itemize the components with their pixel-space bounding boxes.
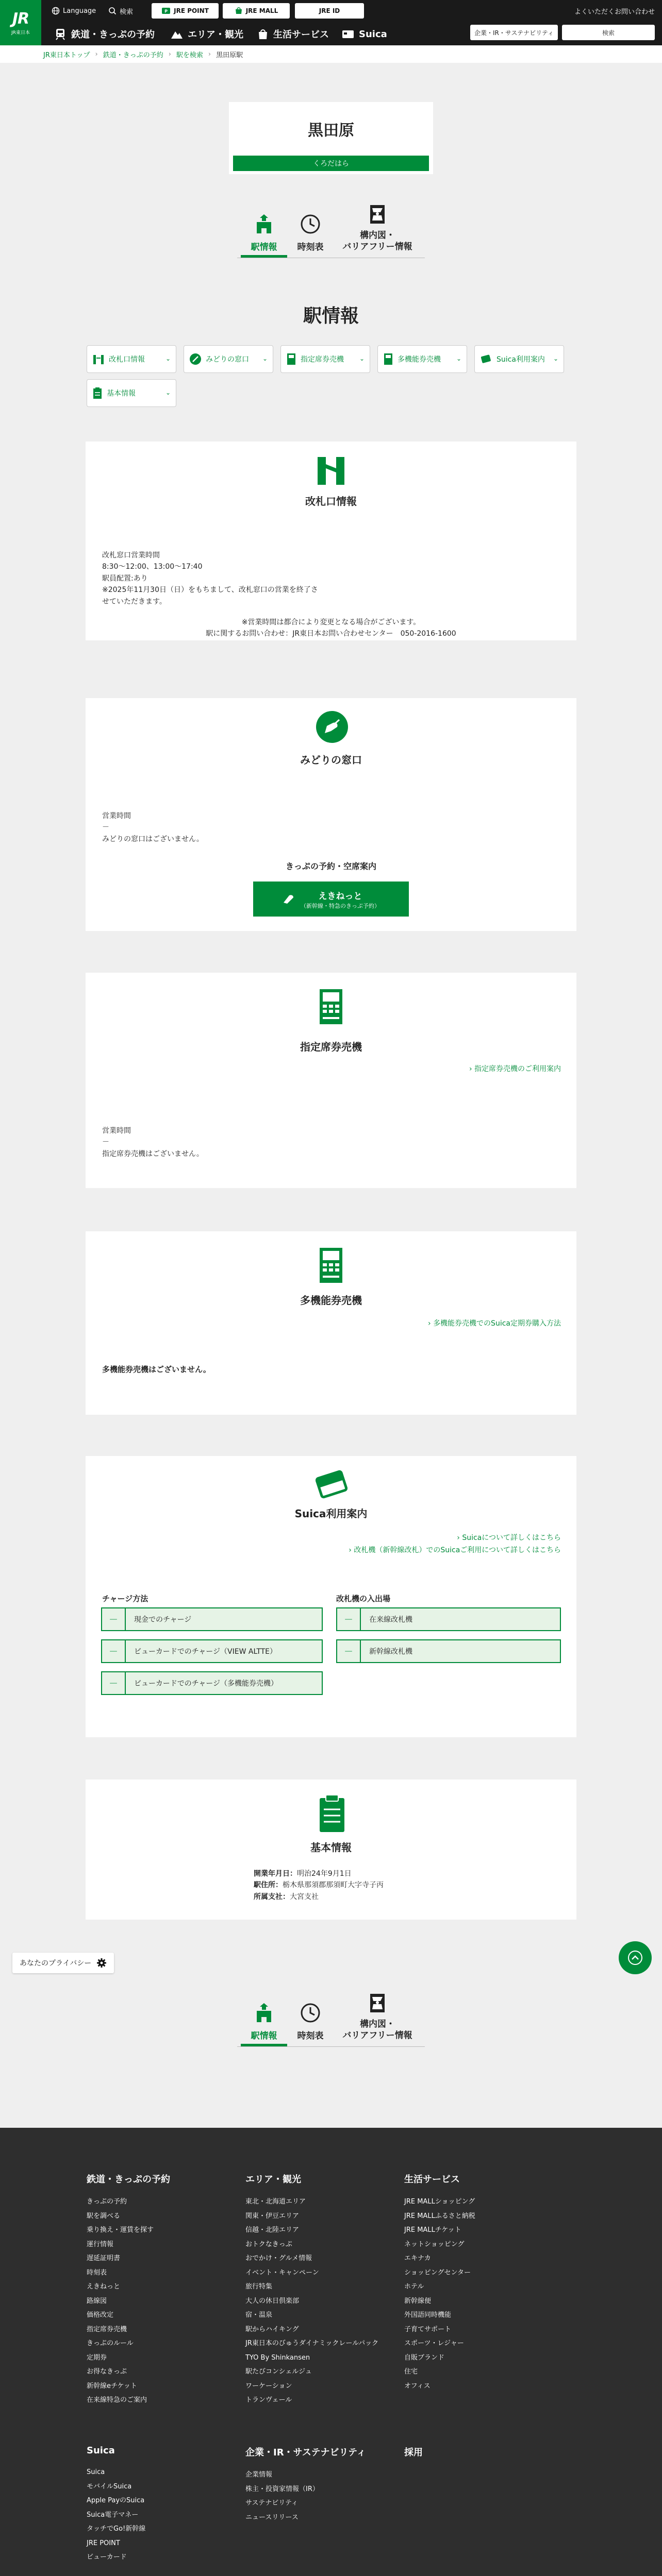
gate-line: 8:30～12:00、13:00～17:40: [102, 563, 203, 571]
tab-map-label: 構内図・ バリアフリー情報: [342, 2019, 412, 2041]
gate-icon: [316, 454, 346, 487]
gate-conventional: [336, 1607, 561, 1631]
gate-notes: [86, 617, 576, 640]
multi-machine-title: 多機能券売機: [300, 1294, 362, 1307]
footer-link[interactable]: 新幹線便: [404, 2297, 432, 2305]
nav-area[interactable]: [170, 23, 243, 45]
footer-col-recruit: [404, 2445, 559, 2468]
footer-link-list: [87, 2465, 236, 2565]
tab-station-info-label: 駅情報: [251, 2031, 277, 2041]
basic-info-title: 基本情報: [310, 1841, 352, 1854]
footer-col-title: Suica: [87, 2445, 115, 2456]
breadcrumb-separator: ›: [95, 50, 98, 58]
language-label: Language: [63, 7, 96, 15]
footer-link[interactable]: タッチでGo!新幹線: [87, 2525, 146, 2533]
chevron-down-icon: ⌄: [165, 389, 171, 396]
jre-id-label: JRE ID: [319, 7, 340, 14]
breadcrumb: [0, 45, 662, 63]
footer-link[interactable]: 駅を調べる: [87, 2212, 121, 2220]
footer-link[interactable]: 子育てサポート: [404, 2325, 452, 2333]
footer-link-list: [245, 2195, 400, 2408]
footer-link[interactable]: オフィス: [404, 2382, 431, 2390]
quicklink-gate[interactable]: [87, 345, 176, 373]
basic-info-key: 駅住所：: [254, 1881, 283, 1890]
gate-line: ※2025年11月30日（日）をもちまして、改札窓口の営業を終了さ: [102, 586, 318, 595]
jre-point-label: JRE POINT: [174, 7, 209, 14]
breadcrumb-home[interactable]: JR東日本トップ: [43, 51, 90, 59]
footer-link[interactable]: 住宅: [404, 2368, 418, 2376]
footer-link[interactable]: エキナカ: [404, 2255, 431, 2262]
jre-mall-label: JRE MALL: [245, 7, 278, 14]
basic-info-section: [86, 1780, 576, 1920]
basic-info-row: [254, 1891, 384, 1903]
suica-shinkansen-link[interactable]: › 改札機（新幹線改札）でのSuicaご利用について詳しくはこちら: [349, 1545, 561, 1555]
tab-station-info[interactable]: [241, 1995, 287, 2046]
footer-link[interactable]: 運行情報: [87, 2240, 114, 2248]
footer-link[interactable]: スポーツ・レジャー: [404, 2340, 464, 2347]
svg-text:P: P: [164, 9, 168, 14]
station-icon: [253, 2002, 275, 2024]
charge-viewcard-altte-label: ビューカードでのチャージ（VIEW ALTTE）: [134, 1648, 277, 1656]
gate-text: [102, 550, 318, 607]
basic-info-value: 大宮支社: [290, 1892, 319, 1901]
chevron-down-icon: ⌄: [262, 355, 268, 362]
basic-info-value: 栃木県那須郡那須町大字寺子丙: [283, 1881, 384, 1890]
card-icon: [341, 28, 355, 40]
quicklink-multi-machine[interactable]: [377, 345, 467, 373]
logo-text: JR: [12, 10, 29, 28]
chevron-down-icon: ⌄: [165, 355, 171, 362]
none-mark: －: [102, 1608, 126, 1630]
basic-info-value: 明治24年9月1日: [297, 1870, 352, 1878]
gate-icon: [92, 353, 105, 365]
search-icon: [108, 7, 117, 15]
station-kana: くろだはら: [233, 156, 429, 171]
footer-link[interactable]: ビューカード: [87, 2553, 127, 2561]
clock-icon: [299, 2002, 322, 2024]
jre-mall-link[interactable]: [223, 3, 290, 19]
footer-link[interactable]: 大人の休日倶楽部: [245, 2297, 300, 2305]
ticket-machine-icon: [318, 988, 344, 1025]
footer-link[interactable]: JRE MALLふるさと納税: [404, 2212, 475, 2220]
reserved-machine-line: 営業時間: [102, 1127, 131, 1135]
top-search-label: 検索: [120, 8, 134, 16]
footer-link-list: [87, 2195, 236, 2408]
gear-icon: [96, 1958, 107, 1968]
gate-title: 改札口情報: [305, 495, 357, 507]
station-icon: [253, 213, 275, 235]
tab-timetable[interactable]: [287, 206, 334, 258]
corporate-link[interactable]: 企業・IR・サステナビリティ: [470, 25, 558, 40]
charge-cash: [101, 1607, 323, 1631]
gate-note: ※営業時間は都合により変更となる場合がございます。: [241, 618, 421, 626]
shopping-bag-icon: [257, 28, 269, 40]
train-icon: [282, 892, 295, 906]
footer-link[interactable]: ショッピングセンター: [404, 2268, 471, 2277]
footer-link[interactable]: JRE MALLチケット: [404, 2226, 461, 2234]
footer-col-rail: [87, 2172, 236, 2408]
gate-entry-title: 改札機の入出場: [336, 1594, 391, 1603]
reserved-machine-title: 指定席券売機: [300, 1041, 362, 1053]
quicklink-basic[interactable]: [87, 379, 176, 407]
gate-conventional-label: 在来線改札機: [369, 1616, 412, 1624]
multi-machine-icon: [383, 353, 393, 365]
none-mark: －: [337, 1608, 361, 1630]
jre-id-link[interactable]: [295, 3, 364, 19]
station-name: 黒田原: [308, 122, 354, 140]
ekinet-sublabel: （新幹線・特急のきっぷ予約）: [301, 902, 380, 909]
footer-link[interactable]: Suica電子マネー: [87, 2511, 139, 2519]
breadcrumb-separator: ›: [168, 50, 171, 58]
tabs-divider: [237, 2046, 425, 2047]
midori-line: －: [102, 823, 109, 832]
privacy-label: あなたのプライバシー: [20, 1959, 92, 1968]
reserved-machine-section: [86, 973, 576, 1188]
footer-link[interactable]: 定期券: [87, 2353, 107, 2362]
tab-station-info[interactable]: [241, 206, 287, 258]
tab-map[interactable]: [334, 206, 421, 258]
chevron-down-icon: ⌄: [456, 355, 461, 362]
footer-link[interactable]: 東北・北海道エリア: [245, 2198, 306, 2206]
tab-station-info-label: 駅情報: [251, 242, 277, 252]
breadcrumb-separator: ›: [208, 50, 211, 58]
nav-rail[interactable]: [54, 23, 155, 45]
footer-link[interactable]: お得なきっぷ: [87, 2368, 127, 2376]
footer-link[interactable]: きっぷのルール: [87, 2340, 134, 2347]
quicklink-suica[interactable]: [474, 345, 564, 373]
globe-icon: [52, 7, 60, 15]
footer-link[interactable]: JRE MALLショッピング: [404, 2198, 475, 2206]
footer-col-title: 鉄道・きっぷの予約: [87, 2174, 170, 2185]
basic-info-row: [254, 1879, 384, 1891]
footer-link[interactable]: 自販ブランド: [404, 2353, 445, 2362]
site-footer: [0, 2128, 662, 2576]
midori-line: 営業時間: [102, 812, 131, 820]
page-top-button[interactable]: [619, 1941, 652, 1974]
tab-timetable[interactable]: [287, 1995, 334, 2046]
breadcrumb-station-search[interactable]: 駅を検索: [176, 51, 203, 59]
jr-logo[interactable]: [0, 0, 41, 45]
footer-link[interactable]: 信越・北陸エリア: [245, 2226, 300, 2234]
footer-link[interactable]: 在来線特急のご案内: [87, 2396, 147, 2404]
footer-link[interactable]: 駅からハイキング: [245, 2325, 299, 2333]
midori-icon: [189, 353, 202, 365]
footer-link[interactable]: 株主・投資家情報（IR）: [245, 2485, 319, 2493]
footer-link[interactable]: 新幹線eチケット: [87, 2382, 137, 2390]
quicklink-suica-label: Suica利用案内: [496, 355, 545, 364]
tab-timetable-label: 時刻表: [297, 242, 324, 252]
footer-link[interactable]: 時刻表: [87, 2268, 107, 2277]
tab-timetable-label: 時刻表: [297, 2031, 324, 2041]
charge-viewcard-altte: [101, 1639, 323, 1663]
faq-link[interactable]: よくいただくお問い合わせ: [574, 8, 655, 16]
reserved-machine-line: 指定席券売機はございません。: [102, 1149, 204, 1158]
footer-link[interactable]: JR東日本のびゅうダイナミックレールパック: [245, 2340, 379, 2347]
quicklink-midori[interactable]: [184, 345, 273, 373]
midori-section: [86, 698, 576, 931]
gate-shinkansen: [336, 1639, 561, 1663]
footer-link[interactable]: 乗り換え・運賃を探す: [87, 2226, 154, 2234]
clock-icon: [299, 213, 322, 235]
map-icon: [366, 1992, 389, 2014]
multi-machine-guide-link[interactable]: › 多機能券売機でのSuica定期券購入方法: [428, 1318, 561, 1328]
ekinet-label: えきねっと: [318, 891, 362, 902]
breadcrumb-rail[interactable]: 鉄道・きっぷの予約: [103, 51, 163, 59]
charge-viewcard-machine-label: ビューカードでのチャージ（多機能券売機）: [134, 1680, 278, 1688]
footer-link[interactable]: 関東・伊豆エリア: [245, 2212, 300, 2220]
tab-map-label: 構内図・ バリアフリー情報: [342, 230, 412, 252]
nav-life-label: 生活サービス: [273, 29, 329, 40]
point-icon: [161, 7, 171, 14]
nav-life[interactable]: [257, 23, 329, 45]
footer-link[interactable]: 遅延証明書: [87, 2255, 121, 2262]
clipboard-icon: [92, 387, 103, 399]
footer-link[interactable]: ワーケーション: [245, 2382, 292, 2390]
footer-col-corp: [245, 2445, 400, 2524]
footer-link[interactable]: サステナビリティ: [245, 2499, 298, 2507]
gate-line: 改札窓口営業時間: [102, 551, 160, 560]
footer-link[interactable]: JRE POINT: [87, 2539, 120, 2547]
suica-card-icon: [316, 1468, 347, 1500]
quicklink-gate-label: 改札口情報: [109, 355, 145, 364]
footer-link[interactable]: Apple PayのSuica: [87, 2497, 145, 2504]
footer-link[interactable]: ニュースリリース: [245, 2513, 299, 2521]
quicklink-basic-label: 基本情報: [107, 389, 136, 398]
quicklink-reserved-machine[interactable]: [280, 345, 370, 373]
chevron-down-icon: ⌄: [553, 355, 558, 362]
footer-link[interactable]: トランヴェール: [245, 2396, 292, 2404]
quicklink-reserved-label: 指定席券売機: [301, 355, 344, 364]
charge-viewcard-machine: [101, 1671, 323, 1695]
footer-link[interactable]: 旅行特集: [245, 2283, 273, 2291]
footer-link[interactable]: ネットショッピング: [404, 2240, 465, 2248]
gate-line: 駅員配置:あり: [102, 574, 148, 583]
multi-machine-section: [86, 1231, 576, 1415]
footer-link[interactable]: 駅たびコンシェルジュ: [245, 2368, 312, 2376]
footer-link[interactable]: 価格改定: [87, 2311, 114, 2319]
footer-col-title: 企業・IR・サステナビリティ: [245, 2447, 366, 2458]
footer-link[interactable]: 外国語同時機能: [404, 2311, 452, 2319]
gate-line: せていただきます。: [102, 597, 167, 606]
basic-info-row: [254, 1868, 384, 1879]
chevron-up-icon: [627, 1950, 643, 1965]
footer-link-list: [404, 2195, 559, 2393]
chevron-down-icon: ⌄: [359, 355, 365, 362]
basic-info-key: 所属支社：: [254, 1892, 290, 1901]
multi-machine-icon: [318, 1247, 344, 1284]
train-icon: [54, 27, 67, 41]
quicklink-multi-label: 多機能券売機: [398, 355, 441, 364]
reserve-title: きっぷの予約・空席案内: [285, 861, 376, 871]
footer-col-area: [245, 2172, 400, 2408]
site-header: [0, 0, 662, 45]
reserved-machine-text: [102, 1125, 204, 1160]
footer-link[interactable]: イベント・キャンペーン: [245, 2268, 319, 2277]
footer-link[interactable]: 宿・温泉: [245, 2311, 273, 2319]
suica-about-link[interactable]: › Suicaについて詳しくはこちら: [457, 1532, 561, 1543]
ticket-machine-icon: [286, 353, 296, 365]
suica-section: [86, 1456, 576, 1737]
station-card: [229, 102, 433, 174]
footer-link[interactable]: えきねっと: [87, 2283, 121, 2291]
nav-area-label: エリア・観光: [188, 29, 243, 40]
footer-col-life: [404, 2172, 559, 2393]
none-mark: －: [337, 1640, 361, 1662]
none-mark: －: [102, 1640, 126, 1662]
quicklink-midori-label: みどりの窓口: [206, 355, 249, 364]
nav-suica-label: Suica: [359, 28, 387, 40]
mountain-icon: [170, 27, 184, 41]
map-icon: [366, 203, 389, 226]
tab-map[interactable]: [334, 1995, 421, 2046]
mall-icon: [235, 7, 243, 14]
gate-shinkansen-label: 新幹線改札機: [369, 1648, 412, 1656]
basic-info-key: 開業年月日：: [254, 1870, 297, 1878]
nav-suica[interactable]: [341, 23, 387, 45]
midori-text: [102, 810, 204, 845]
footer-link[interactable]: モバイルSuica: [87, 2482, 132, 2490]
top-search-button[interactable]: [108, 3, 133, 19]
footer-link[interactable]: きっぷの予約: [87, 2198, 127, 2206]
charge-title: チャージ方法: [102, 1594, 148, 1603]
gate-section: [86, 442, 576, 640]
footer-link[interactable]: 路線図: [87, 2297, 107, 2305]
footer-link[interactable]: 指定席券売機: [87, 2325, 127, 2333]
suica-card-icon: [480, 353, 492, 365]
footer-link-list: [245, 2468, 400, 2524]
nav-rail-label: 鉄道・きっぷの予約: [71, 29, 155, 40]
footer-link[interactable]: Suica: [87, 2468, 105, 2476]
reserved-machine-line: －: [102, 1138, 109, 1147]
midori-line: みどりの窓口はございません。: [102, 835, 204, 843]
midori-title: みどりの窓口: [300, 754, 362, 766]
footer-col-title: 生活サービス: [404, 2174, 460, 2185]
station-tabs-bottom: [241, 1995, 421, 2046]
multi-machine-text: 多機能券売機はございません。: [102, 1365, 211, 1374]
footer-link[interactable]: おでかけ・グルメ情報: [245, 2255, 312, 2262]
breadcrumb-current: 黒田原駅: [216, 51, 243, 59]
suica-title: Suica利用案内: [294, 1507, 368, 1520]
page-title: 駅情報: [303, 306, 359, 327]
logo-subtext: JR東日本: [11, 30, 30, 36]
gate-contact: 駅に関するお問い合わせ：JR東日本お問い合わせセンター 050-2016-1600: [206, 630, 456, 638]
station-tabs-top: [241, 206, 421, 258]
language-button[interactable]: [52, 3, 96, 19]
charge-cash-label: 現金でのチャージ: [134, 1616, 192, 1624]
footer-link[interactable]: 企業情報: [245, 2471, 273, 2479]
footer-col-suica: [87, 2445, 236, 2565]
footer-col-title[interactable]: 採用: [404, 2447, 423, 2458]
footer-link[interactable]: ホテル: [404, 2283, 424, 2291]
basic-info-list: [254, 1868, 384, 1903]
footer-col-title: エリア・観光: [245, 2174, 301, 2185]
ekinet-button[interactable]: [253, 882, 409, 917]
clipboard-icon: [318, 1794, 346, 1833]
header-search-button[interactable]: 検索: [562, 25, 655, 40]
privacy-settings-button[interactable]: [12, 1953, 114, 1973]
footer-link[interactable]: TYO By Shinkansen: [245, 2353, 310, 2362]
footer-link[interactable]: おトクなきっぷ: [245, 2240, 292, 2248]
midori-icon: [316, 710, 349, 743]
none-mark: －: [102, 1672, 126, 1694]
reserved-machine-guide-link[interactable]: › 指定席券売機のご利用案内: [469, 1063, 561, 1074]
jre-point-link[interactable]: [152, 3, 219, 19]
